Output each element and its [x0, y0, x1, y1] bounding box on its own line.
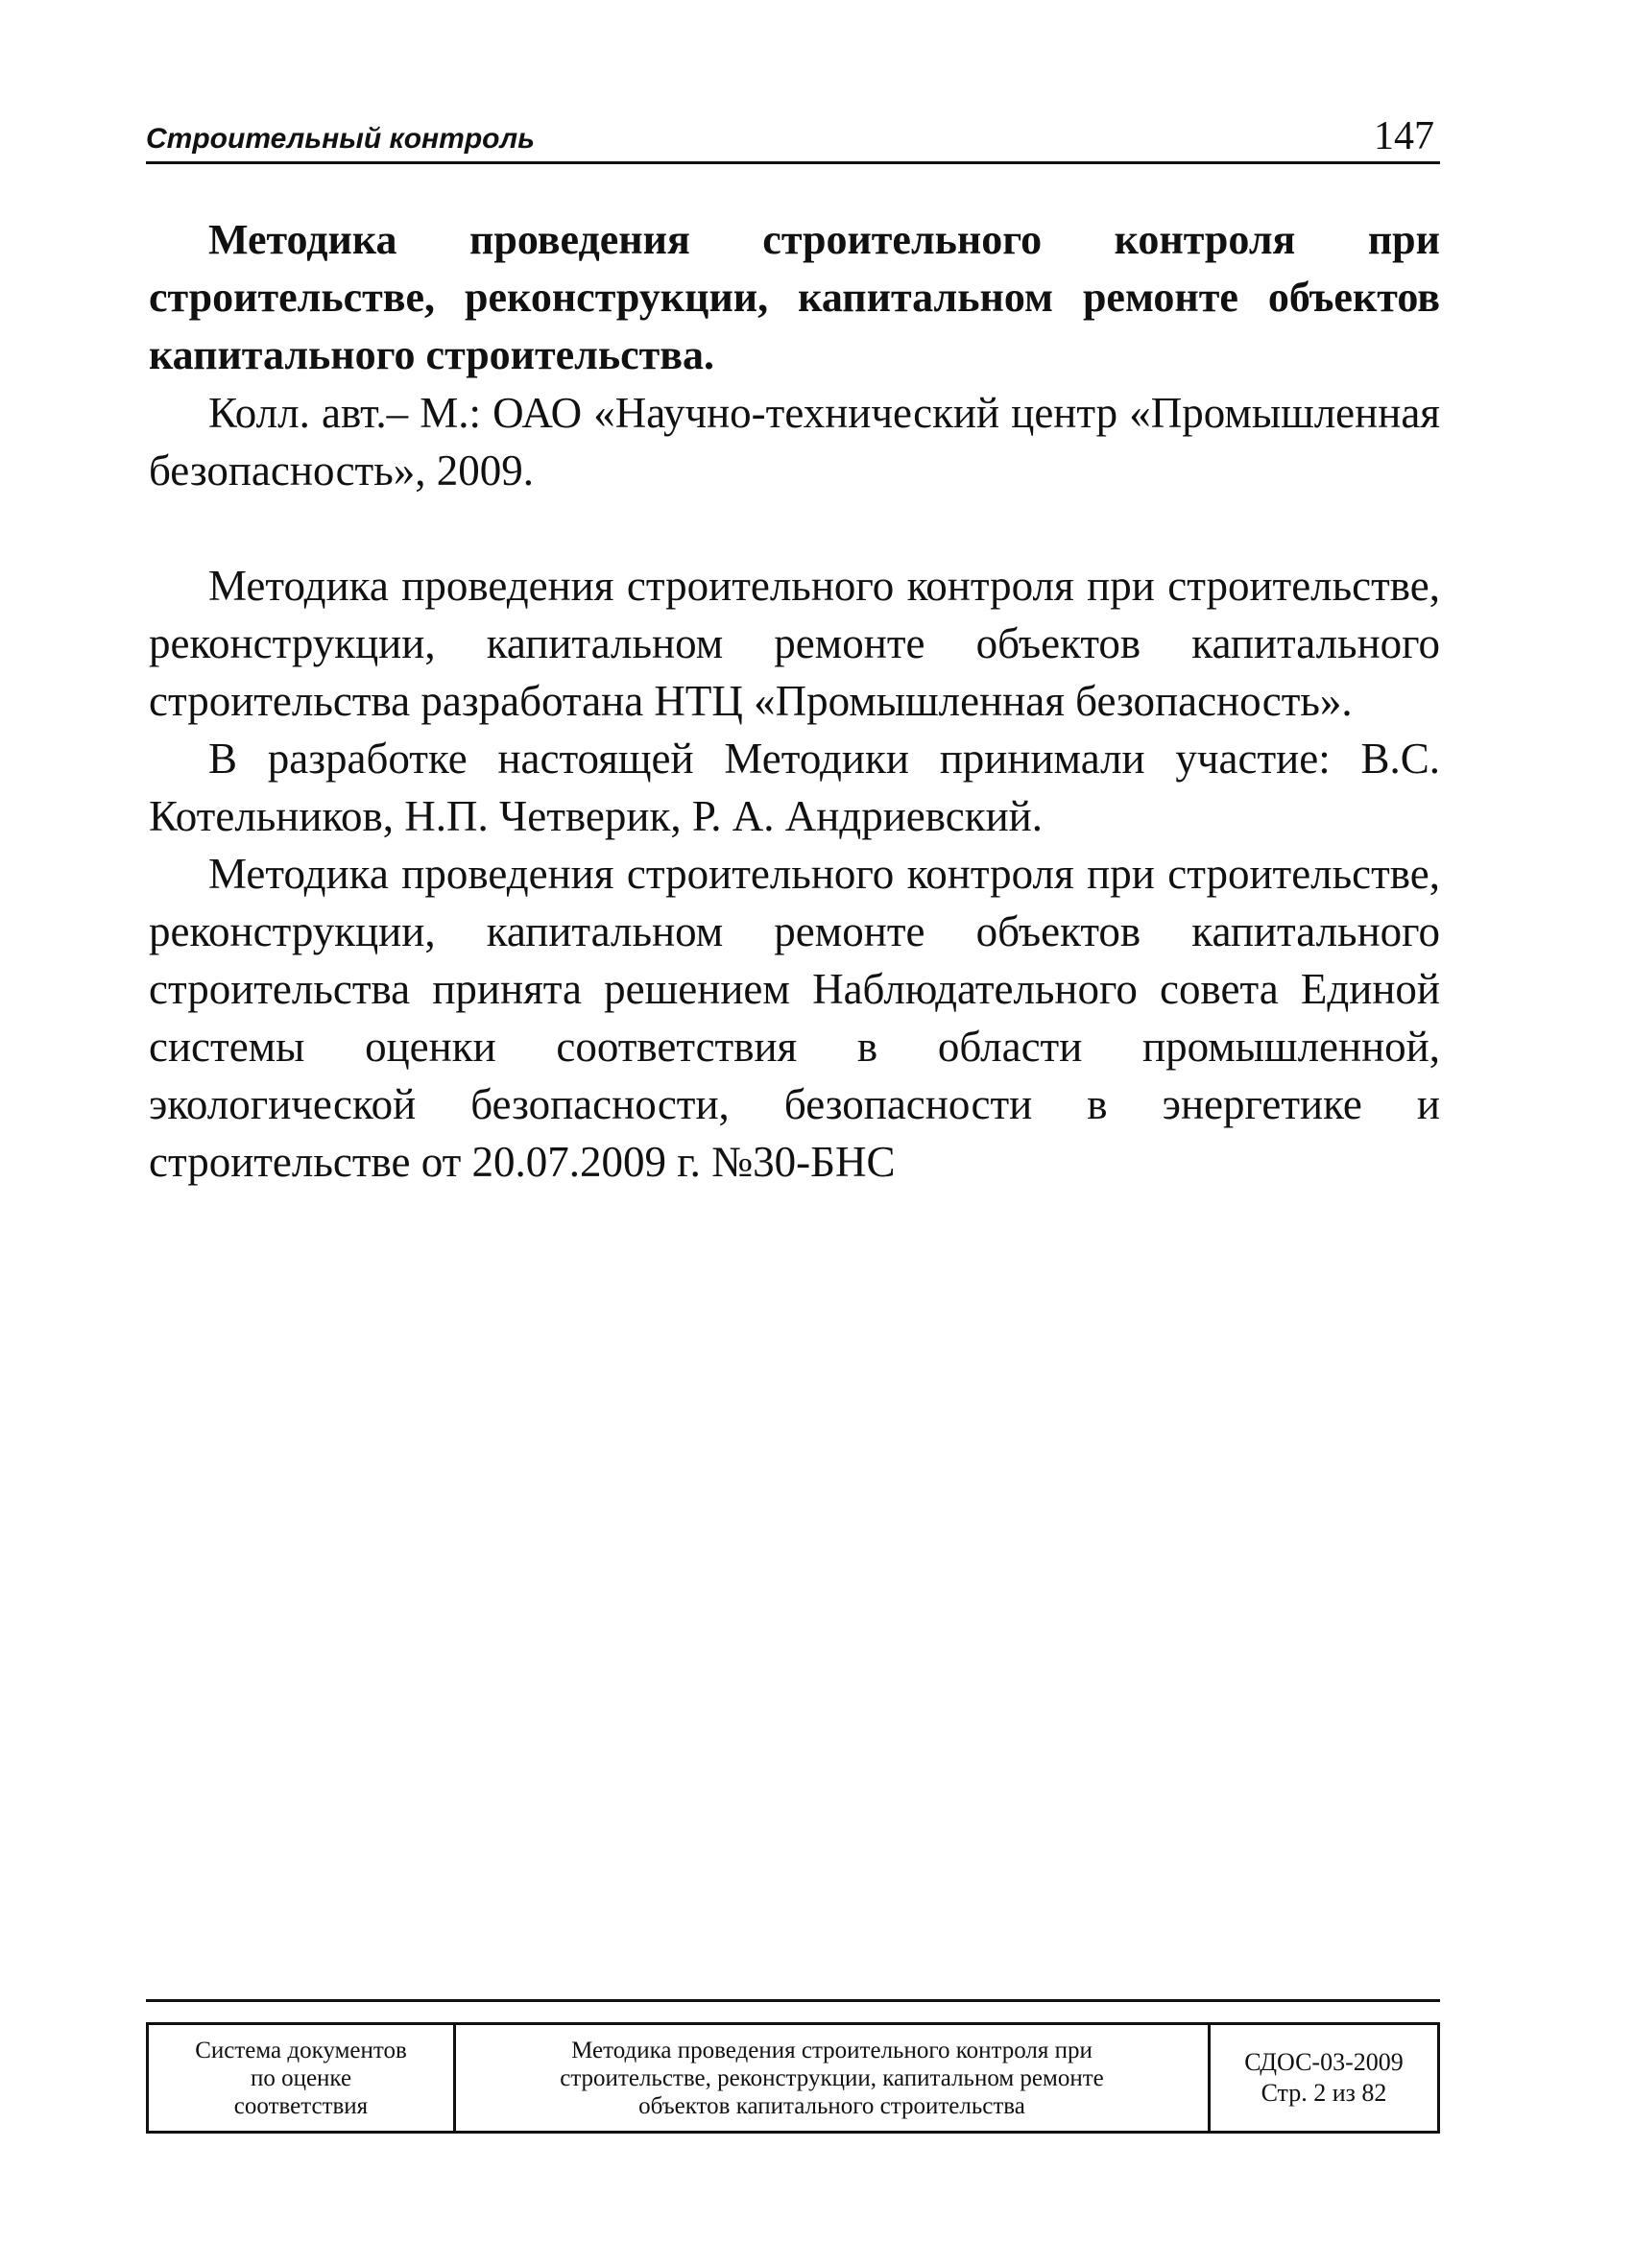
document-title: Методика проведения строительного контроля при строительстве, реконструкции, капитальном ремонте объектов капитального строительства. — [149, 216, 1440, 378]
imprint-line: Колл. авт.– М.: ОАО «Научно-технический центр «Промышленная безопасность», 2009. — [149, 389, 1440, 495]
footer-system-cell — [149, 2025, 456, 2131]
document-code: СДОС-03-2009 — [1244, 2048, 1404, 2076]
footer-system-line: Система документов — [195, 2037, 407, 2063]
footer-stamp — [146, 2022, 1440, 2134]
footer-system-line: по оценке — [250, 2064, 352, 2091]
running-header — [146, 113, 1440, 164]
paragraph-approval: Методика проведения строительного контроля при строительстве, реконструкции, капитальном ремонте объектов капитального строительства принята решением Наблюдательного совета Единой системы оценки соответствия в области промышленной, экологической безопасности, безопасности в энергетике и строительстве от 20.07.2009 г. №30-БНС — [149, 850, 1440, 1186]
paragraph-authors: В разработке настоящей Методики принимали участие: В.С. Котельников, Н.П. Четверик, Р. А. Андриевский. — [149, 735, 1440, 840]
page-counter: Стр. 2 из 82 — [1261, 2079, 1387, 2107]
paragraph-developer: Методика проведения строительного контроля при строительстве, реконструкции, капитальном ремонте объектов капитального строительства разработана НТЦ «Промышленная безопасность». — [149, 562, 1440, 725]
page-number: 147 — [1374, 114, 1434, 158]
footer-divider — [146, 1999, 1440, 2002]
page-content — [149, 211, 1440, 1191]
footer-system-line: соответствия — [233, 2092, 369, 2119]
footer-title-line: объектов капитального строительства — [638, 2092, 1025, 2119]
footer-code-cell — [1211, 2025, 1437, 2131]
footer-title-line: Методика проведения строительного контроля при — [571, 2037, 1093, 2063]
footer-title-line: строительстве, реконструкции, капитальном ремонте — [560, 2064, 1104, 2091]
footer-title-cell — [456, 2025, 1211, 2131]
running-title: Строительный контроль — [146, 123, 535, 155]
